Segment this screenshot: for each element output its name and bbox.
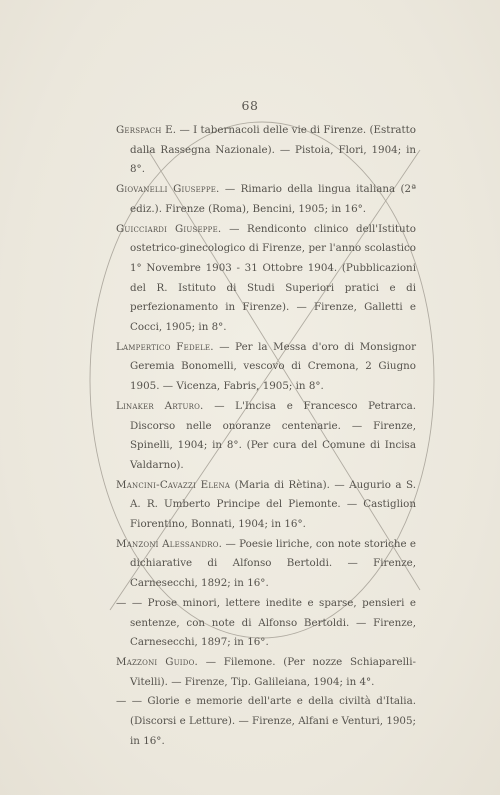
entry-text: — Rimario della lingua italiana (2ª ediz.). Firenze (Roma), Bencini, 1905; in 16°. xyxy=(130,183,416,215)
entry-text: — Rendiconto clinico dell'Istituto ostetrico-ginecologico di Firenze, per l'anno scolastico 1° Novembre 1903 - 31 Ottobre 1904. (Pubblicazioni del R. Istituto di Studi Superiori pratici e di perfezionamento in Firenze). — Firenze, Galletti e Cocci, 1905; in 8°. xyxy=(130,222,416,334)
entry-text: — — Prose minori, lettere inedite e sparse, pensieri e sentenze, con note di Alfonso Bertoldi. — Firenze, Carnesecchi, 1897; in 16°. xyxy=(116,596,416,649)
bibliography-entry-lampertico xyxy=(116,338,416,397)
entry-author: Mancini-Cavazzi Elena xyxy=(116,478,231,491)
page-number: 68 xyxy=(241,98,259,113)
entry-author: Manzoni Alessandro. xyxy=(116,537,223,550)
bibliography-entry-mancini-cavazzi xyxy=(116,476,416,535)
entry-text: (Maria di Rètina). — Augurio a S. A. R. Umberto Principe del Piemonte. — Castiglion Fiorentino, Bonnati, 1904; in 16°. xyxy=(130,478,416,531)
entry-author: Mazzoni Guido. xyxy=(116,655,198,668)
bibliography-entry-manzoni-poesie xyxy=(116,535,416,594)
entry-text: — L'Incisa e Francesco Petrarca. Discorso nelle onoranze centenarie. — Firenze, Spinelli, 1904; in 8°. (Per cura del Comune di Incisa Valdarno). xyxy=(130,399,416,471)
bibliography-entry-gerspach xyxy=(116,121,416,180)
entry-text: — Filemone. (Per nozze Schiaparelli-Vitelli). — Firenze, Tip. Galileiana, 1904; in 4°. xyxy=(130,655,416,688)
bibliography-entry-manzoni-prose xyxy=(116,594,416,653)
entry-text: — Per la Messa d'oro di Monsignor Geremia Bonomelli, vescovo di Cremona, 2 Giugno 1905. — Vicenza, Fabris, 1905; in 8°. xyxy=(130,340,417,393)
bibliography-list xyxy=(116,121,416,752)
entry-author: Guicciardi Giuseppe. xyxy=(116,222,222,235)
entry-author: Giovanelli Giuseppe. xyxy=(116,183,220,196)
bibliography-entry-linaker xyxy=(116,397,416,476)
entry-text: — Poesie liriche, con note storiche e dichiarative di Alfonso Bertoldi. — Firenze, Carnesecchi, 1892; in 16°. xyxy=(130,537,416,590)
entry-author: Lampertico Fedele. xyxy=(116,340,214,353)
bibliography-entry-mazzoni-filemone xyxy=(116,653,416,692)
entry-text: — I tabernacoli delle vie di Firenze. (Estratto dalla Rassegna Nazionale). — Pistoia, Flori, 1904; in 8°. xyxy=(130,124,416,176)
entry-author: Linaker Arturo. xyxy=(116,399,204,412)
bibliography-entry-guicciardi xyxy=(116,220,416,338)
bibliography-entry-mazzoni-glorie xyxy=(116,692,416,751)
entry-author: Gerspach E. xyxy=(116,124,177,136)
bibliography-entry-giovanelli xyxy=(116,180,416,219)
entry-text: — — Glorie e memorie dell'arte e della civiltà d'Italia. (Discorsi e Letture). — Firenze, Alfani e Venturi, 1905; in 16°. xyxy=(116,695,416,747)
